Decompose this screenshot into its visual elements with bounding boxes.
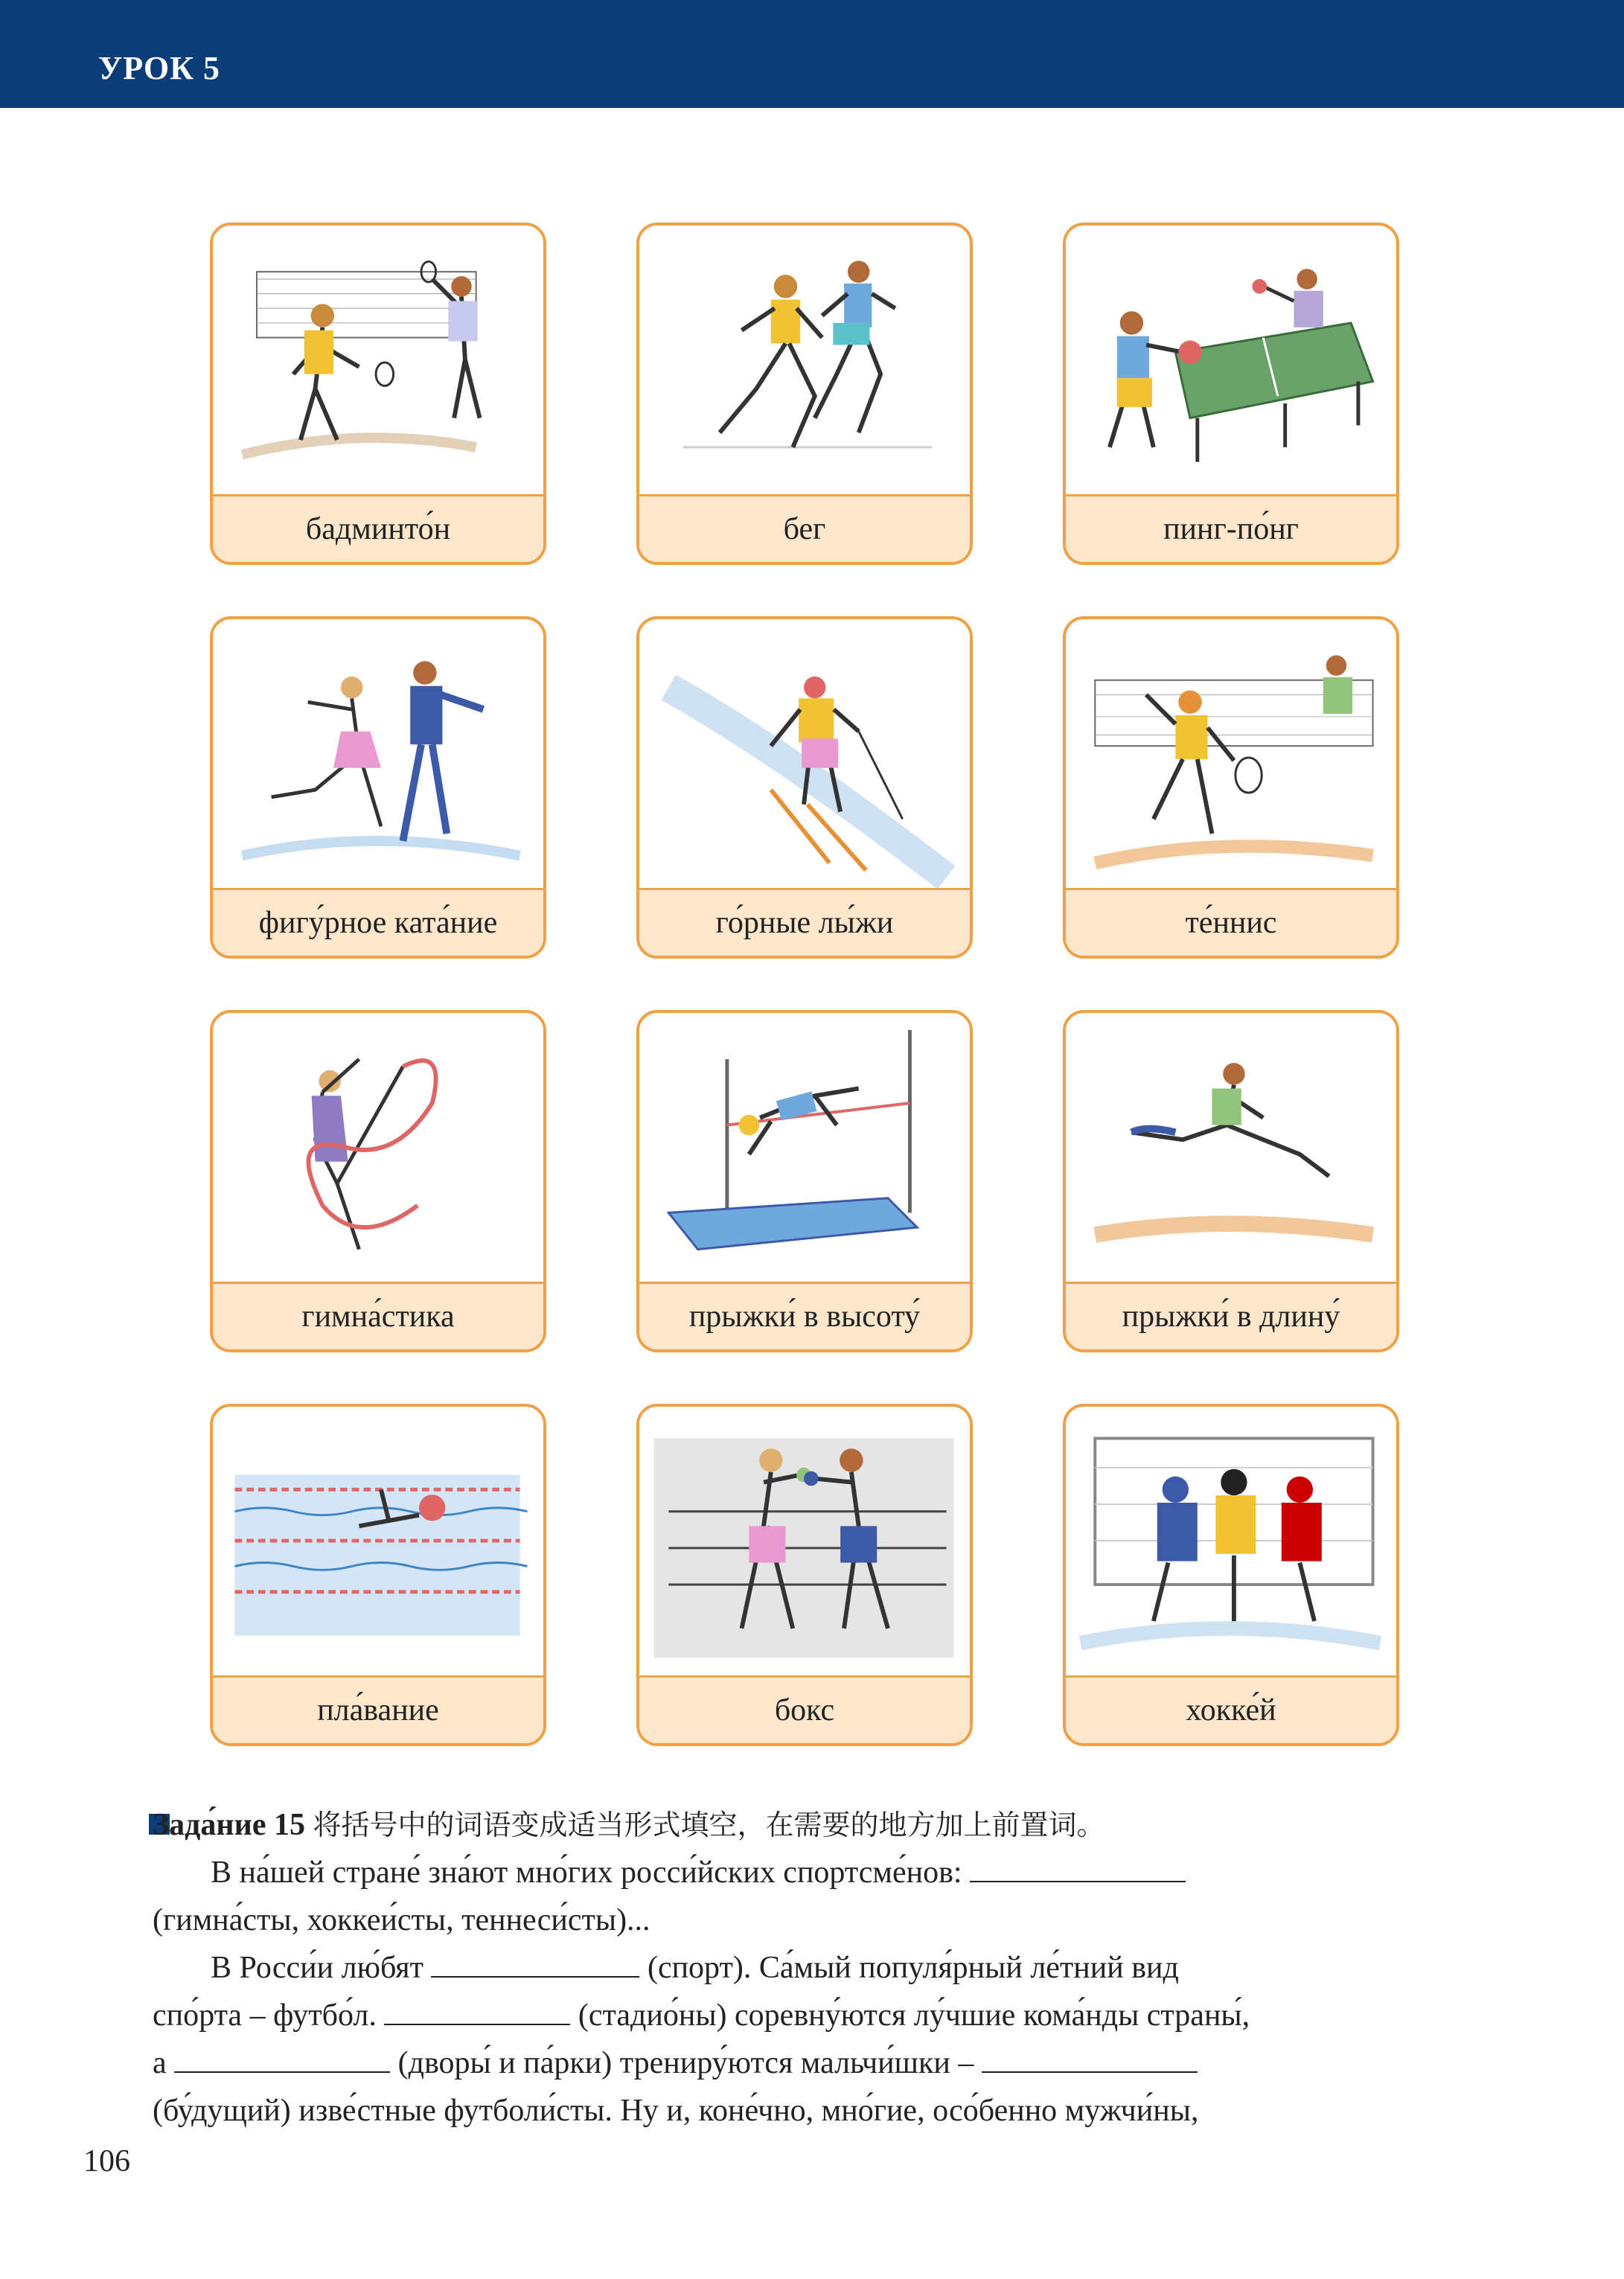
sport-card-figure-skating	[210, 616, 546, 959]
task-header	[153, 1801, 1403, 1849]
lesson-title: УРОК 5	[98, 50, 221, 86]
sport-label: го́рные лы́жи	[639, 888, 970, 956]
task-line-1	[153, 1849, 1403, 1896]
sport-label: хокке́й	[1066, 1675, 1396, 1743]
boxing-illustration	[639, 1407, 970, 1678]
blank-field-4[interactable]	[174, 2042, 390, 2073]
sport-label: бокс	[639, 1675, 970, 1743]
blank-field-5[interactable]	[982, 2042, 1198, 2073]
hockey-illustration	[1066, 1407, 1396, 1678]
task-text: (бу́дущий) изве́стные футболи́сты. Ну и, коне́чно, мно́гие, осо́бенно мужчи́ны,	[153, 2094, 1199, 2128]
gymnastics-illustration	[213, 1013, 543, 1285]
running-illustration	[639, 226, 970, 497]
sport-card-badminton	[210, 223, 546, 565]
swimming-illustration	[213, 1407, 543, 1678]
task-text: а	[153, 2046, 167, 2080]
task-text: (гимна́сты, хоккеи́сты, теннеси́сты)...	[153, 1903, 650, 1937]
high-jump-illustration	[639, 1013, 970, 1285]
sport-card-high-jump	[636, 1010, 973, 1352]
task-title: Зада́ние 15	[153, 1808, 305, 1842]
task-text: спо́рта – футбо́л.	[153, 1998, 377, 2033]
sport-label: те́ннис	[1066, 888, 1396, 956]
task-text: В на́шей стране́ зна́ют мно́гих росси́йских спортсме́нов:	[211, 1856, 962, 1890]
long-jump-illustration	[1066, 1013, 1396, 1285]
task-line-6	[153, 2087, 1403, 2135]
task-text: (спорт). Са́мый популя́рный ле́тний вид	[647, 1951, 1179, 1985]
task-text: (стадио́ны) соревну́ются лу́чшие кома́нды страны́,	[578, 1998, 1250, 2033]
sport-label: гимна́стика	[213, 1282, 543, 1349]
task-line-4	[153, 1992, 1403, 2039]
sport-label: пла́вание	[213, 1675, 543, 1743]
skiing-illustration	[639, 619, 970, 891]
page-number: 106	[83, 2144, 130, 2179]
sport-label: прыжки́ в высоту́	[639, 1282, 970, 1349]
sport-card-ping-pong	[1063, 223, 1399, 565]
sport-card-running	[636, 223, 973, 565]
blank-field-2[interactable]	[431, 1946, 639, 1978]
sport-card-skiing	[636, 616, 973, 959]
sport-label: бег	[639, 494, 970, 562]
ping-pong-illustration	[1066, 226, 1396, 497]
sport-card-gymnastics	[210, 1010, 546, 1352]
sport-card-tennis	[1063, 616, 1399, 959]
sport-label: бадминто́н	[213, 494, 543, 562]
tennis-illustration	[1066, 619, 1396, 891]
task-line-3	[153, 1944, 1403, 1992]
sport-card-long-jump	[1063, 1010, 1399, 1352]
sport-card-boxing	[636, 1404, 973, 1746]
task-instruction: 将括号中的词语变成适当形式填空，在需要的地方加上前置词。	[313, 1809, 1105, 1841]
sport-card-hockey	[1063, 1404, 1399, 1746]
task-line-5	[153, 2039, 1403, 2087]
figure-skating-illustration	[213, 619, 543, 891]
lesson-header-bar	[0, 0, 1624, 108]
sport-label: прыжки́ в длину́	[1066, 1282, 1396, 1349]
sport-card-swimming	[210, 1404, 546, 1746]
exercise-block	[153, 1801, 1403, 2135]
sport-label: фигу́рное ката́ние	[213, 888, 543, 956]
badminton-illustration	[213, 226, 543, 497]
blank-field-3[interactable]	[384, 1994, 570, 2025]
task-text: В Росси́и лю́бят	[211, 1951, 423, 1985]
task-text: (дворы́ и па́рки) трениру́ются мальчи́шки –	[397, 2046, 974, 2080]
task-line-2	[153, 1896, 1403, 1944]
blank-field-1[interactable]	[970, 1851, 1186, 1882]
sport-label: пинг-по́нг	[1066, 494, 1396, 562]
